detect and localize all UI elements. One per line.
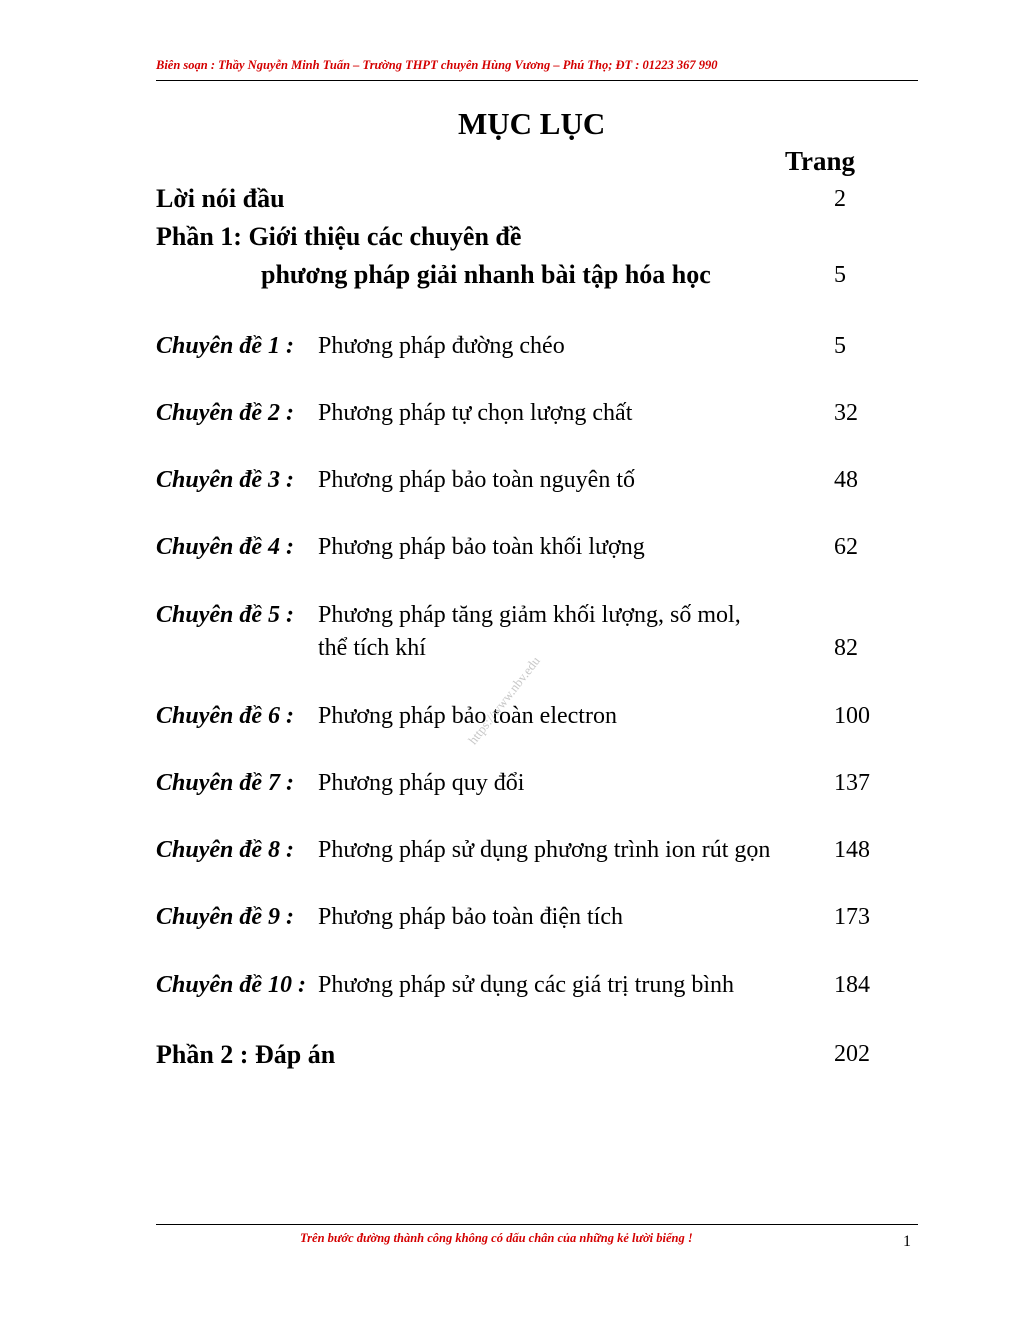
page-number: 1 <box>903 1233 911 1250</box>
page-title: MỤC LỤC <box>458 106 606 141</box>
toc-topic-title: Phương pháp quy đổi <box>318 770 525 796</box>
toc-topic-label: Chuyên đề 2 : <box>156 400 294 426</box>
toc-topic-title: Phương pháp đường chéo <box>318 333 565 359</box>
toc-topic-label: Chuyên đề 4 : <box>156 534 294 560</box>
toc-topic-label: Chuyên đề 8 : <box>156 837 294 863</box>
page-header: Biên soạn : Thầy Nguyễn Minh Tuấn – Trường THPT chuyên Hùng Vương – Phú Thọ; ĐT : 01223 367 990 <box>156 58 718 72</box>
toc-part2-page: 202 <box>834 1041 870 1067</box>
toc-topic-title: Phương pháp bảo toàn khối lượng <box>318 534 645 560</box>
toc-topic-label: Chuyên đề 6 : <box>156 703 294 729</box>
toc-topic-page: 48 <box>834 467 858 493</box>
toc-topic-label: Chuyên đề 1 : <box>156 333 294 359</box>
toc-topic-title-line2: thể tích khí <box>318 635 426 661</box>
toc-topic-label: Chuyên đề 7 : <box>156 770 294 796</box>
toc-topic-page: 82 <box>834 635 858 661</box>
toc-topic-title: Phương pháp tăng giảm khối lượng, số mol, <box>318 602 741 628</box>
toc-part2-label: Phần 2 : Đáp án <box>156 1040 336 1069</box>
toc-topic-page: 184 <box>834 972 870 998</box>
toc-topic-label: Chuyên đề 9 : <box>156 904 294 930</box>
watermark: https://www.nbv.edu <box>465 653 543 748</box>
toc-topic-page: 137 <box>834 770 870 796</box>
toc-topic-title: Phương pháp sử dụng phương trình ion rút gọn <box>318 837 771 863</box>
toc-topic-page: 62 <box>834 534 858 560</box>
toc-topic-title: Phương pháp tự chọn lượng chất <box>318 400 633 426</box>
toc-intro-label: Lời nói đầu <box>156 184 285 213</box>
toc-topic-page: 148 <box>834 837 870 863</box>
toc-topic-title: Phương pháp bảo toàn nguyên tố <box>318 467 635 493</box>
toc-topic-title: Phương pháp sử dụng các giá trị trung bình <box>318 972 734 998</box>
toc-part1-line2: phương pháp giải nhanh bài tập hóa học <box>261 260 711 289</box>
toc-topic-page: 173 <box>834 904 870 930</box>
footer-rule <box>156 1224 918 1225</box>
toc-topic-page: 32 <box>834 400 858 426</box>
toc-topic-page: 100 <box>834 703 870 729</box>
toc-topic-label: Chuyên đề 5 : <box>156 602 294 628</box>
toc-topic-label: Chuyên đề 10 : <box>156 972 306 998</box>
toc-topic-title: Phương pháp bảo toàn electron <box>318 703 617 729</box>
toc-topic-title: Phương pháp bảo toàn điện tích <box>318 904 623 930</box>
toc-intro-page: 2 <box>834 186 846 212</box>
toc-topic-label: Chuyên đề 3 : <box>156 467 294 493</box>
page-column-label: Trang <box>785 146 856 176</box>
footer-quote: Trên bước đường thành công không có dấu chân của những kẻ lười biếng ! <box>300 1231 693 1245</box>
toc-part1-page: 5 <box>834 262 846 288</box>
toc-part1-line1: Phần 1: Giới thiệu các chuyên đề <box>156 222 522 251</box>
toc-topic-page: 5 <box>834 333 846 359</box>
header-rule <box>156 80 918 81</box>
